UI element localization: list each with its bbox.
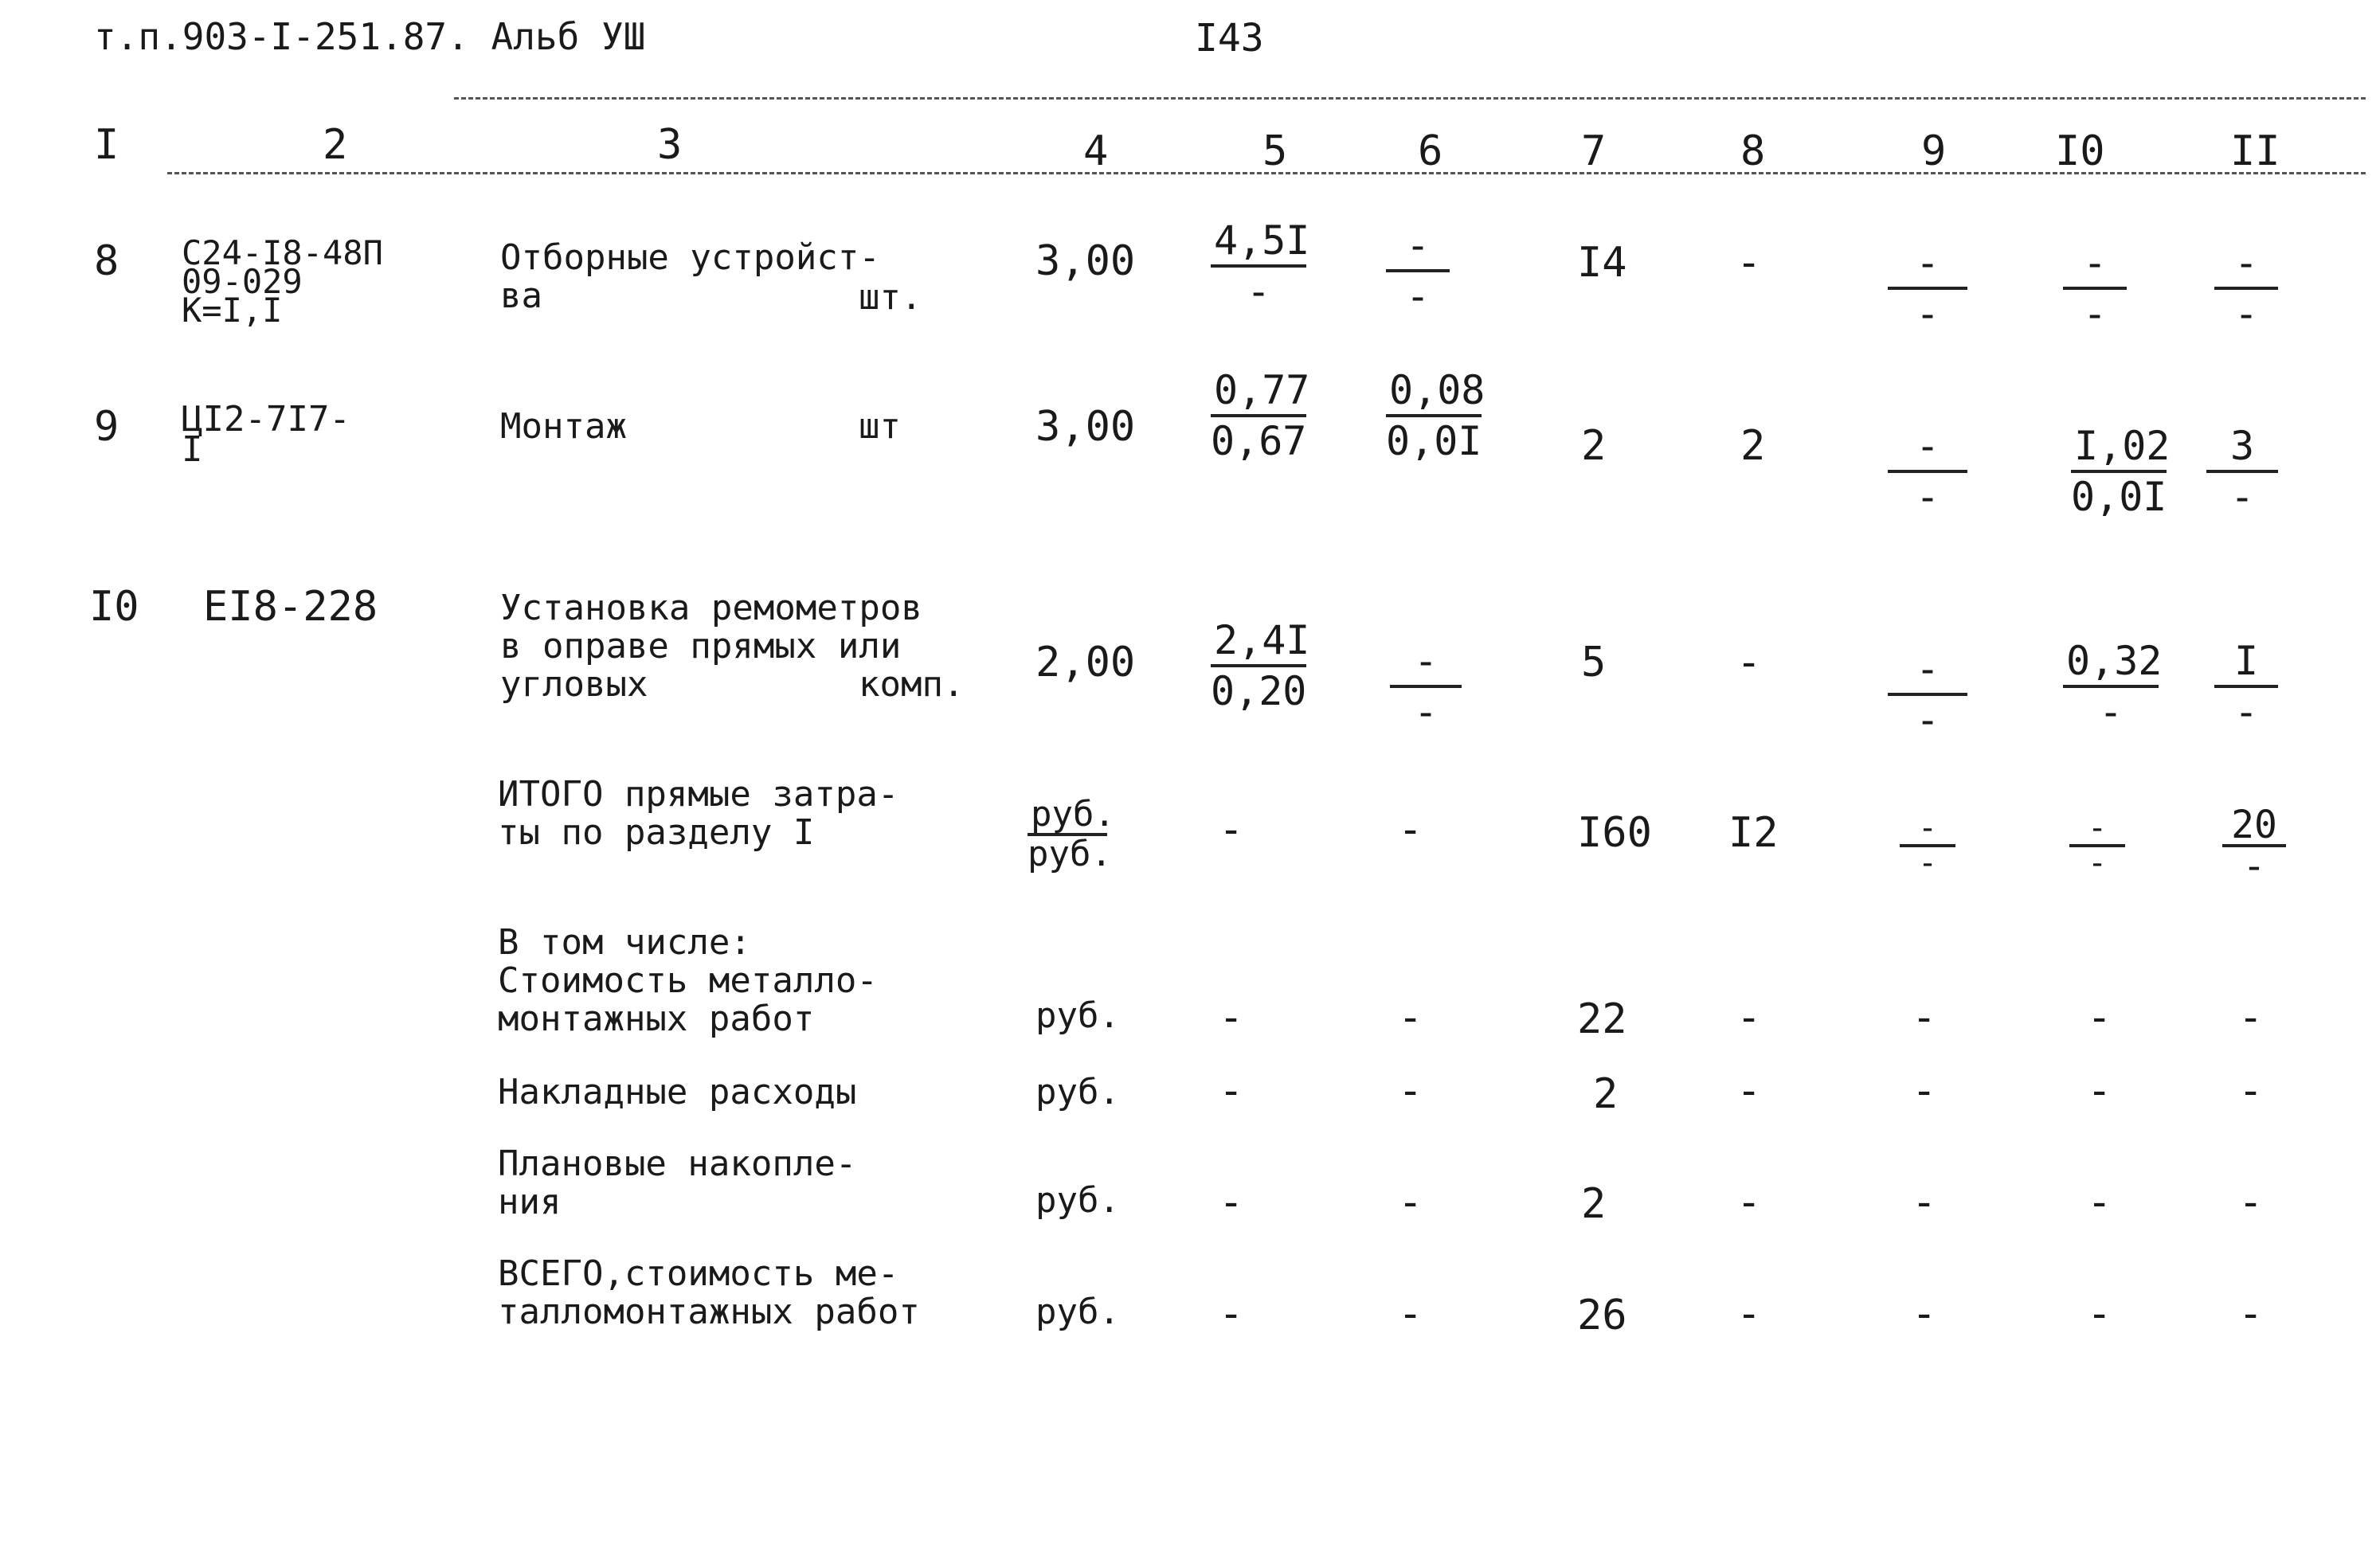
unit-cell: шт [859,406,901,447]
value-cell: - [1398,994,1423,1042]
fraction-cell: - - [1888,239,1967,338]
unit-cell: руб. [1035,1072,1120,1112]
column-header: 2 [323,121,348,169]
value-cell: - [1736,1179,1762,1226]
value-cell: - [2238,1179,2264,1226]
header-bottom-rule [167,172,2366,174]
value-cell: - [2087,994,2112,1042]
value-cell: 26 [1577,1292,1627,1339]
value-cell: I4 [1577,239,1627,287]
fraction-cell: $\frac{0,08}{0,0I}$ [1386,367,1486,464]
column-header: 7 [1581,127,1607,175]
fraction-cell: $\frac{0,77}{0,67}$ [1211,367,1310,464]
value-cell: - [1912,1290,1937,1338]
value-cell: - [1398,1067,1423,1115]
column-header: 3 [657,121,683,169]
value-cell: - [1219,994,1244,1042]
value-cell: 2 [1581,422,1607,470]
value-cell: 22 [1577,995,1627,1043]
work-name: Отборные устройст- ва [500,237,880,316]
column-header: 4 [1083,127,1109,175]
fraction-cell: $\frac{2,4I}{0,20}$ [1211,617,1310,714]
fraction-cell: 4,5I - [1211,217,1306,315]
value-cell: - [1219,806,1244,854]
value-cell: - [1219,1067,1244,1115]
summary-label: Плановые накопле- ния [498,1143,857,1222]
column-header: I0 [2055,127,2105,175]
summary-label: В том числе: Стоимость металло- монтажных работ [498,922,878,1039]
value-cell: 2 [1593,1070,1619,1118]
value-cell: - [1398,806,1423,854]
total-label: ИТОГО прямые затра- ты по разделу I [498,774,899,853]
unit-cell: руб. [1035,1292,1120,1332]
column-header: 5 [1262,127,1288,175]
fraction-cell: 0,32 - [2063,637,2159,736]
work-name: Монтаж [500,406,627,447]
fraction-cell: - - [2063,239,2127,338]
fraction-cell: - - [2214,239,2278,338]
value-cell: - [1912,1179,1937,1226]
column-header: 6 [1418,127,1443,175]
value-cell: - [1736,639,1762,686]
quantity-cell: 3,00 [1035,403,1136,451]
value-cell: - [1219,1290,1244,1338]
fraction-cell: - - [1888,645,1967,744]
fraction-cell: - - [2069,812,2125,879]
value-cell: - [1912,994,1937,1042]
code-cell: EI8-228 [203,583,378,631]
fraction-cell: I - [2214,637,2278,736]
header-top-rule [454,97,2366,100]
column-header: I [94,121,119,169]
summary-label: Накладные расходы [498,1072,857,1112]
summary-label: ВСЕГО,стоимость ме- талломонтажных работ [498,1253,920,1332]
column-header: II [2230,127,2280,175]
value-cell: - [1219,1179,1244,1226]
value-cell: - [2238,1290,2264,1338]
quantity-cell: 2,00 [1035,639,1136,686]
column-header: 9 [1921,127,1947,175]
row-number: 9 [94,403,119,451]
unit-cell: руб. [1035,1180,1120,1221]
fraction-cell: - - [1888,422,1967,521]
fraction-cell: - - [1900,812,1955,879]
value-cell: I60 [1577,809,1652,857]
value-cell: - [1736,994,1762,1042]
value-cell: 5 [1581,639,1607,686]
work-name: Установка ремометров в оправе прямых или угловых [500,588,922,705]
value-cell: - [1736,1290,1762,1338]
row-number: 8 [94,237,119,285]
value-cell: - [2087,1067,2112,1115]
value-cell: 2 [1581,1180,1607,1228]
unit-cell: шт. [859,277,922,318]
quantity-cell: 3,00 [1035,237,1136,285]
page-number: I43 [1195,16,1264,61]
unit-cell: комп. [859,664,965,705]
value-cell: - [1398,1290,1423,1338]
unit-cell: руб. [1035,995,1120,1036]
fraction-cell: 3 - [2206,422,2278,521]
value-cell: - [2087,1290,2112,1338]
fraction-cell: - - [1390,637,1462,736]
document-reference: т.п.903-I-251.87. Альб УШ [94,15,646,58]
unit-fraction: руб. руб. [1028,794,1115,874]
value-cell: - [1912,1067,1937,1115]
value-cell: - [1398,1179,1423,1226]
code-cell: ЦI2-7I7- I [182,399,350,470]
code-cell: С24-I8-48П 09-029 К=I,I [182,233,383,330]
value-cell: - [2238,994,2264,1042]
value-cell: - [1736,239,1762,287]
fraction-cell: - - [1386,221,1450,320]
value-cell: 2 [1740,422,1766,470]
value-cell: I2 [1728,809,1779,857]
value-cell: - [1736,1067,1762,1115]
value-cell: - [2087,1179,2112,1226]
row-number: I0 [89,583,139,631]
value-cell: - [2238,1067,2264,1115]
fraction-cell: $\frac{I,02}{0,0I}$ [2071,423,2171,520]
fraction-cell: 20 - [2222,806,2286,885]
column-header: 8 [1740,127,1766,175]
